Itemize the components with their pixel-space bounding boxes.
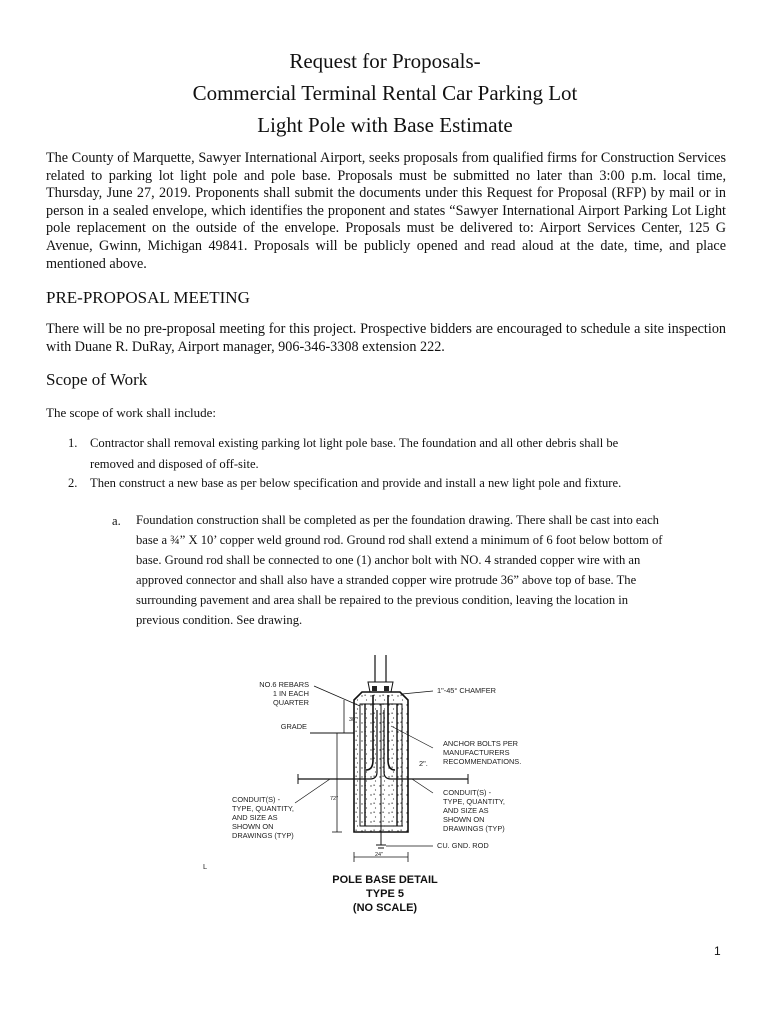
- list-item-line: removed and disposed of off-site.: [90, 457, 259, 471]
- label-rebars-3: QUARTER: [272, 698, 309, 707]
- pole-base-drawing: [0, 640, 770, 880]
- label-anchor-3: RECOMMENDATIONS.: [443, 757, 522, 766]
- label-chamfer: 1"-45° CHAMFER: [437, 686, 496, 695]
- preproposal-paragraph: There will be no pre-proposal meeting for this project. Prospective bidders are encouraged to schedule a site inspection with Duane R. DuRay, Airport manager, 906-346-3308 extension 222.: [46, 321, 726, 355]
- scope-intro: The scope of work shall include:: [46, 405, 217, 420]
- scope-heading: Scope of Work: [46, 370, 148, 389]
- sub-item-line: surrounding pavement and area shall be repaired to the previous condition, leaving the location in: [136, 593, 629, 607]
- label-conduit-left-2: TYPE, QUANTITY,: [232, 804, 294, 813]
- label-conduit-left-3: AND SIZE AS: [232, 813, 278, 822]
- label-conduit-left-4: SHOWN ON: [232, 822, 274, 831]
- title-line-3: Light Pole with Base Estimate: [257, 113, 513, 137]
- title-line-2: Commercial Terminal Rental Car Parking Lot: [192, 81, 578, 105]
- label-conduit-right-4: SHOWN ON: [443, 815, 485, 824]
- drawing-caption-3: (NO SCALE): [352, 902, 418, 914]
- list-item-line: Then construct a new base as per below specification and provide and install a new light pole and fixture.: [90, 476, 622, 490]
- drawing-caption-1: POLE BASE DETAIL: [332, 874, 438, 886]
- list-item-line: Contractor shall removal existing parking lot light pole base. The foundation and all other debris shall be: [90, 436, 619, 450]
- drawing-caption-2: TYPE 5: [366, 888, 404, 900]
- label-conduit-right-3: AND SIZE AS: [443, 806, 489, 815]
- list-item-number: 1.: [68, 436, 78, 450]
- label-dim-72: 72": [330, 796, 339, 802]
- sub-item-line: base a ¾” X 10’ copper weld ground rod. Ground rod shall extend a minimum of 6 foot below bottom of: [136, 533, 663, 547]
- label-rebars-1: NO.6 REBARS: [259, 680, 309, 689]
- label-anchor-2: MANUFACTURERS: [443, 748, 510, 757]
- sub-item-line: approved connector and shall also have a stranded copper wire protrude 36” above top of base. The: [136, 573, 637, 587]
- label-dim-30: 30": [349, 717, 358, 723]
- label-dim-24: 24": [375, 852, 384, 858]
- label-conduit-left-5: DRAWINGS (TYP): [232, 831, 294, 840]
- light-pole: [368, 655, 393, 692]
- label-conduit-left-1: CONDUIT(S) -: [232, 795, 281, 804]
- label-conduit-right-1: CONDUIT(S) -: [443, 788, 492, 797]
- label-dim-2: 2".: [419, 759, 428, 768]
- title-line-1: Request for Proposals-: [289, 49, 481, 73]
- intro-paragraph: The County of Marquette, Sawyer International Airport, seeks proposals from qualified firms for Construction Services related to parking lot light pole and pole base. Proposals must be submitted no later than 3:00 p.m. local time, Thursday, June 27, 2019. Proponents shall submit the documents under this Request for Proposal (RFP) by mail or in person in a sealed envelope, which identifies the proponent and states “Sawyer International Airport Parking Lot Light pole replacement on the outside of the envelope. Proposals must be delivered to: Airport Services Center, 125 G Avenue, Gwinn, Michigan 49841. Proposals will be publicly opened and read aloud at the date, time, and place mentioned above.: [46, 150, 726, 272]
- list-item-number: 2.: [68, 476, 78, 490]
- label-conduit-right-5: DRAWINGS (TYP): [443, 824, 505, 833]
- page-number: 1: [714, 944, 721, 958]
- label-anchor-1: ANCHOR BOLTS PER: [443, 739, 519, 748]
- label-rebars-2: 1 IN EACH: [272, 689, 309, 698]
- sub-item-line: previous condition. See drawing.: [136, 613, 303, 627]
- sub-item-line: base. Ground rod shall be connected to one (1) anchor bolt with NO. 4 stranded copper wire with an: [136, 553, 641, 567]
- label-grade: GRADE: [280, 722, 307, 731]
- sub-item-line: Foundation construction shall be completed as per the foundation drawing. There shall be cast into each: [136, 513, 659, 527]
- label-mark: L: [203, 862, 208, 871]
- preproposal-heading: PRE-PROPOSAL MEETING: [46, 288, 250, 307]
- label-ground-rod: CU. GND. ROD: [437, 841, 489, 850]
- label-conduit-right-2: TYPE, QUANTITY,: [443, 797, 505, 806]
- sub-item-letter: a.: [112, 514, 121, 528]
